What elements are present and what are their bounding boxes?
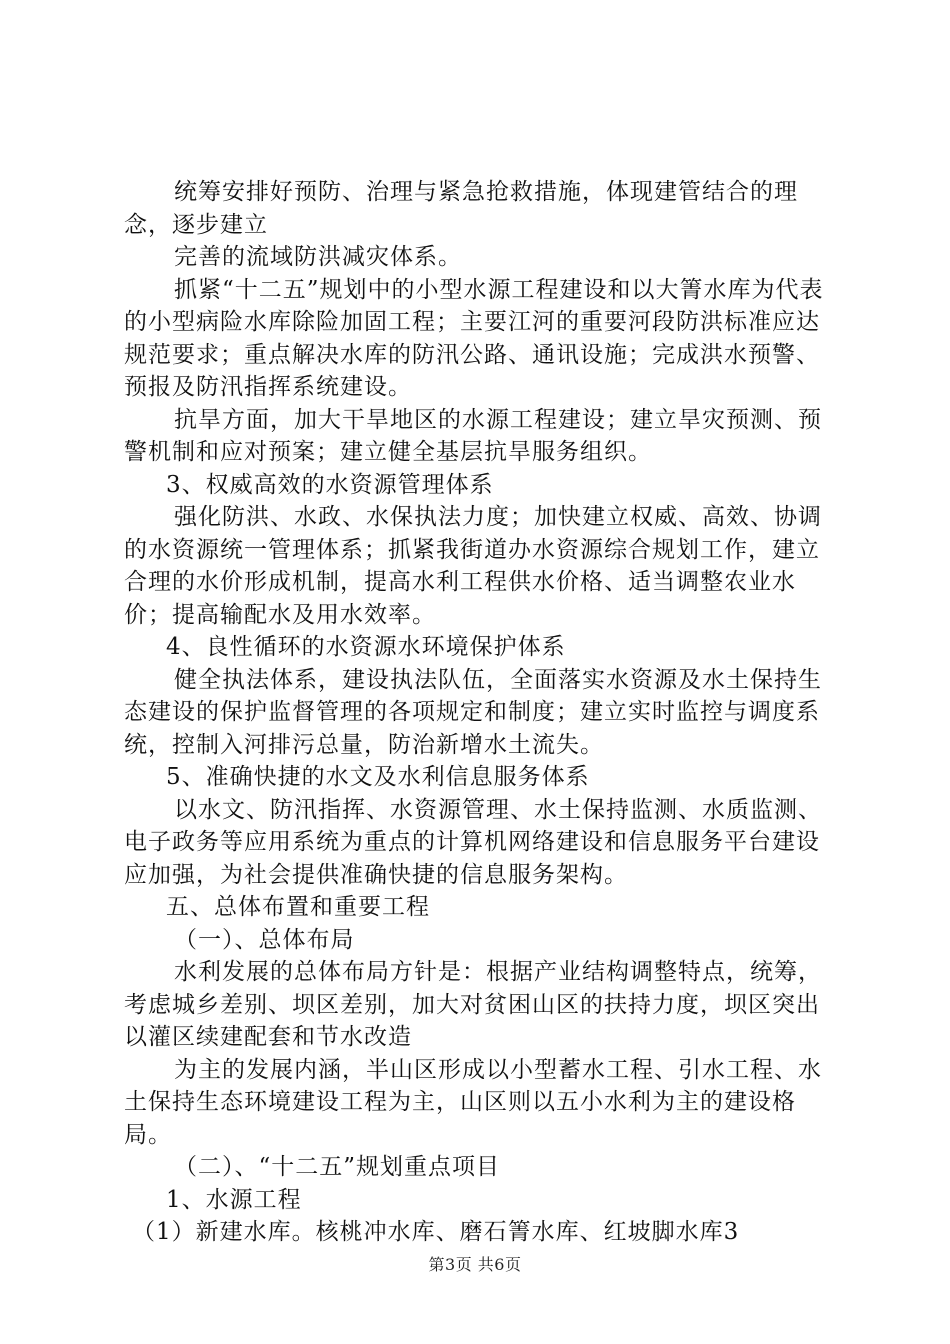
paragraph-9: 为主的发展内涵，半山区形成以小型蓄水工程、引水工程、水土保持生态环境建设工程为主，山区则以五小水利为主的建设格局。 xyxy=(124,1056,822,1148)
paragraph-3: 抓紧“十二五”规划中的小型水源工程建设和以大箐水库为代表的小型病险水库除险加固工程；主要江河的重要河段防洪标准应达规范要求；重点解决水库的防汛公路、通讯设施；完成洪水预警、预报及防汛指挥系统建设。 xyxy=(124,276,824,400)
paragraph-1: 统筹安排好预防、治理与紧急抢救措施，体现建管结合的理念，逐步建立 xyxy=(124,179,798,238)
page-footer: 第3页 共6页 xyxy=(428,1255,522,1274)
heading-water-source: 1、水源工程 xyxy=(166,1186,302,1213)
heading-3: 3、权威高效的水资源管理体系 xyxy=(166,471,494,498)
paragraph-2: 完善的流域防洪减灾体系。 xyxy=(174,244,462,270)
paragraph-8: 水利发展的总体布局方针是：根据产业结构调整特点，统筹，考虑城乡差别、坝区差别，加大对贫困山区的扶持力度，坝区突出以灌区续建配套和节水改造 xyxy=(124,959,822,1050)
paragraph-6: 健全执法体系，建设执法队伍，全面落实水资源及水土保持生态建设的保护监督管理的各项规定和制度；建立实时监控与调度系统，控制入河排污总量，防治新增水土流失。 xyxy=(124,666,822,758)
subsection-heading-2: （二）、“十二五”规划重点项目 xyxy=(174,1154,501,1180)
paragraph-10: （1）新建水库。核桃冲水库、磨石箐水库、红坡脚水库3 xyxy=(132,1219,740,1245)
paragraph-5: 强化防洪、水政、水保执法力度；加快建立权威、高效、协调的水资源统一管理体系；抓紧我街道办水资源综合规划工作，建立合理的水价形成机制，提高水利工程供水价格、适当调整农业水价；提高输配水及用水效率。 xyxy=(124,504,822,628)
paragraph-7: 以水文、防汛指挥、水资源管理、水土保持监测、水质监测、电子政务等应用系统为重点的计算机网络建设和信息服务平台建设应加强，为社会提供准确快捷的信息服务架构。 xyxy=(124,796,822,888)
paragraph-4: 抗旱方面，加大干旱地区的水源工程建设；建立旱灾预测、预警机制和应对预案；建立健全基层抗旱服务组织。 xyxy=(124,406,822,465)
heading-4: 4、良性循环的水资源水环境保护体系 xyxy=(166,634,566,660)
heading-5: 5、准确快捷的水文及水利信息服务体系 xyxy=(166,764,590,790)
subsection-heading-1: （一）、总体布局 xyxy=(174,926,355,953)
document-body xyxy=(124,176,836,1249)
section-heading-5: 五、总体布置和重要工程 xyxy=(166,894,430,920)
